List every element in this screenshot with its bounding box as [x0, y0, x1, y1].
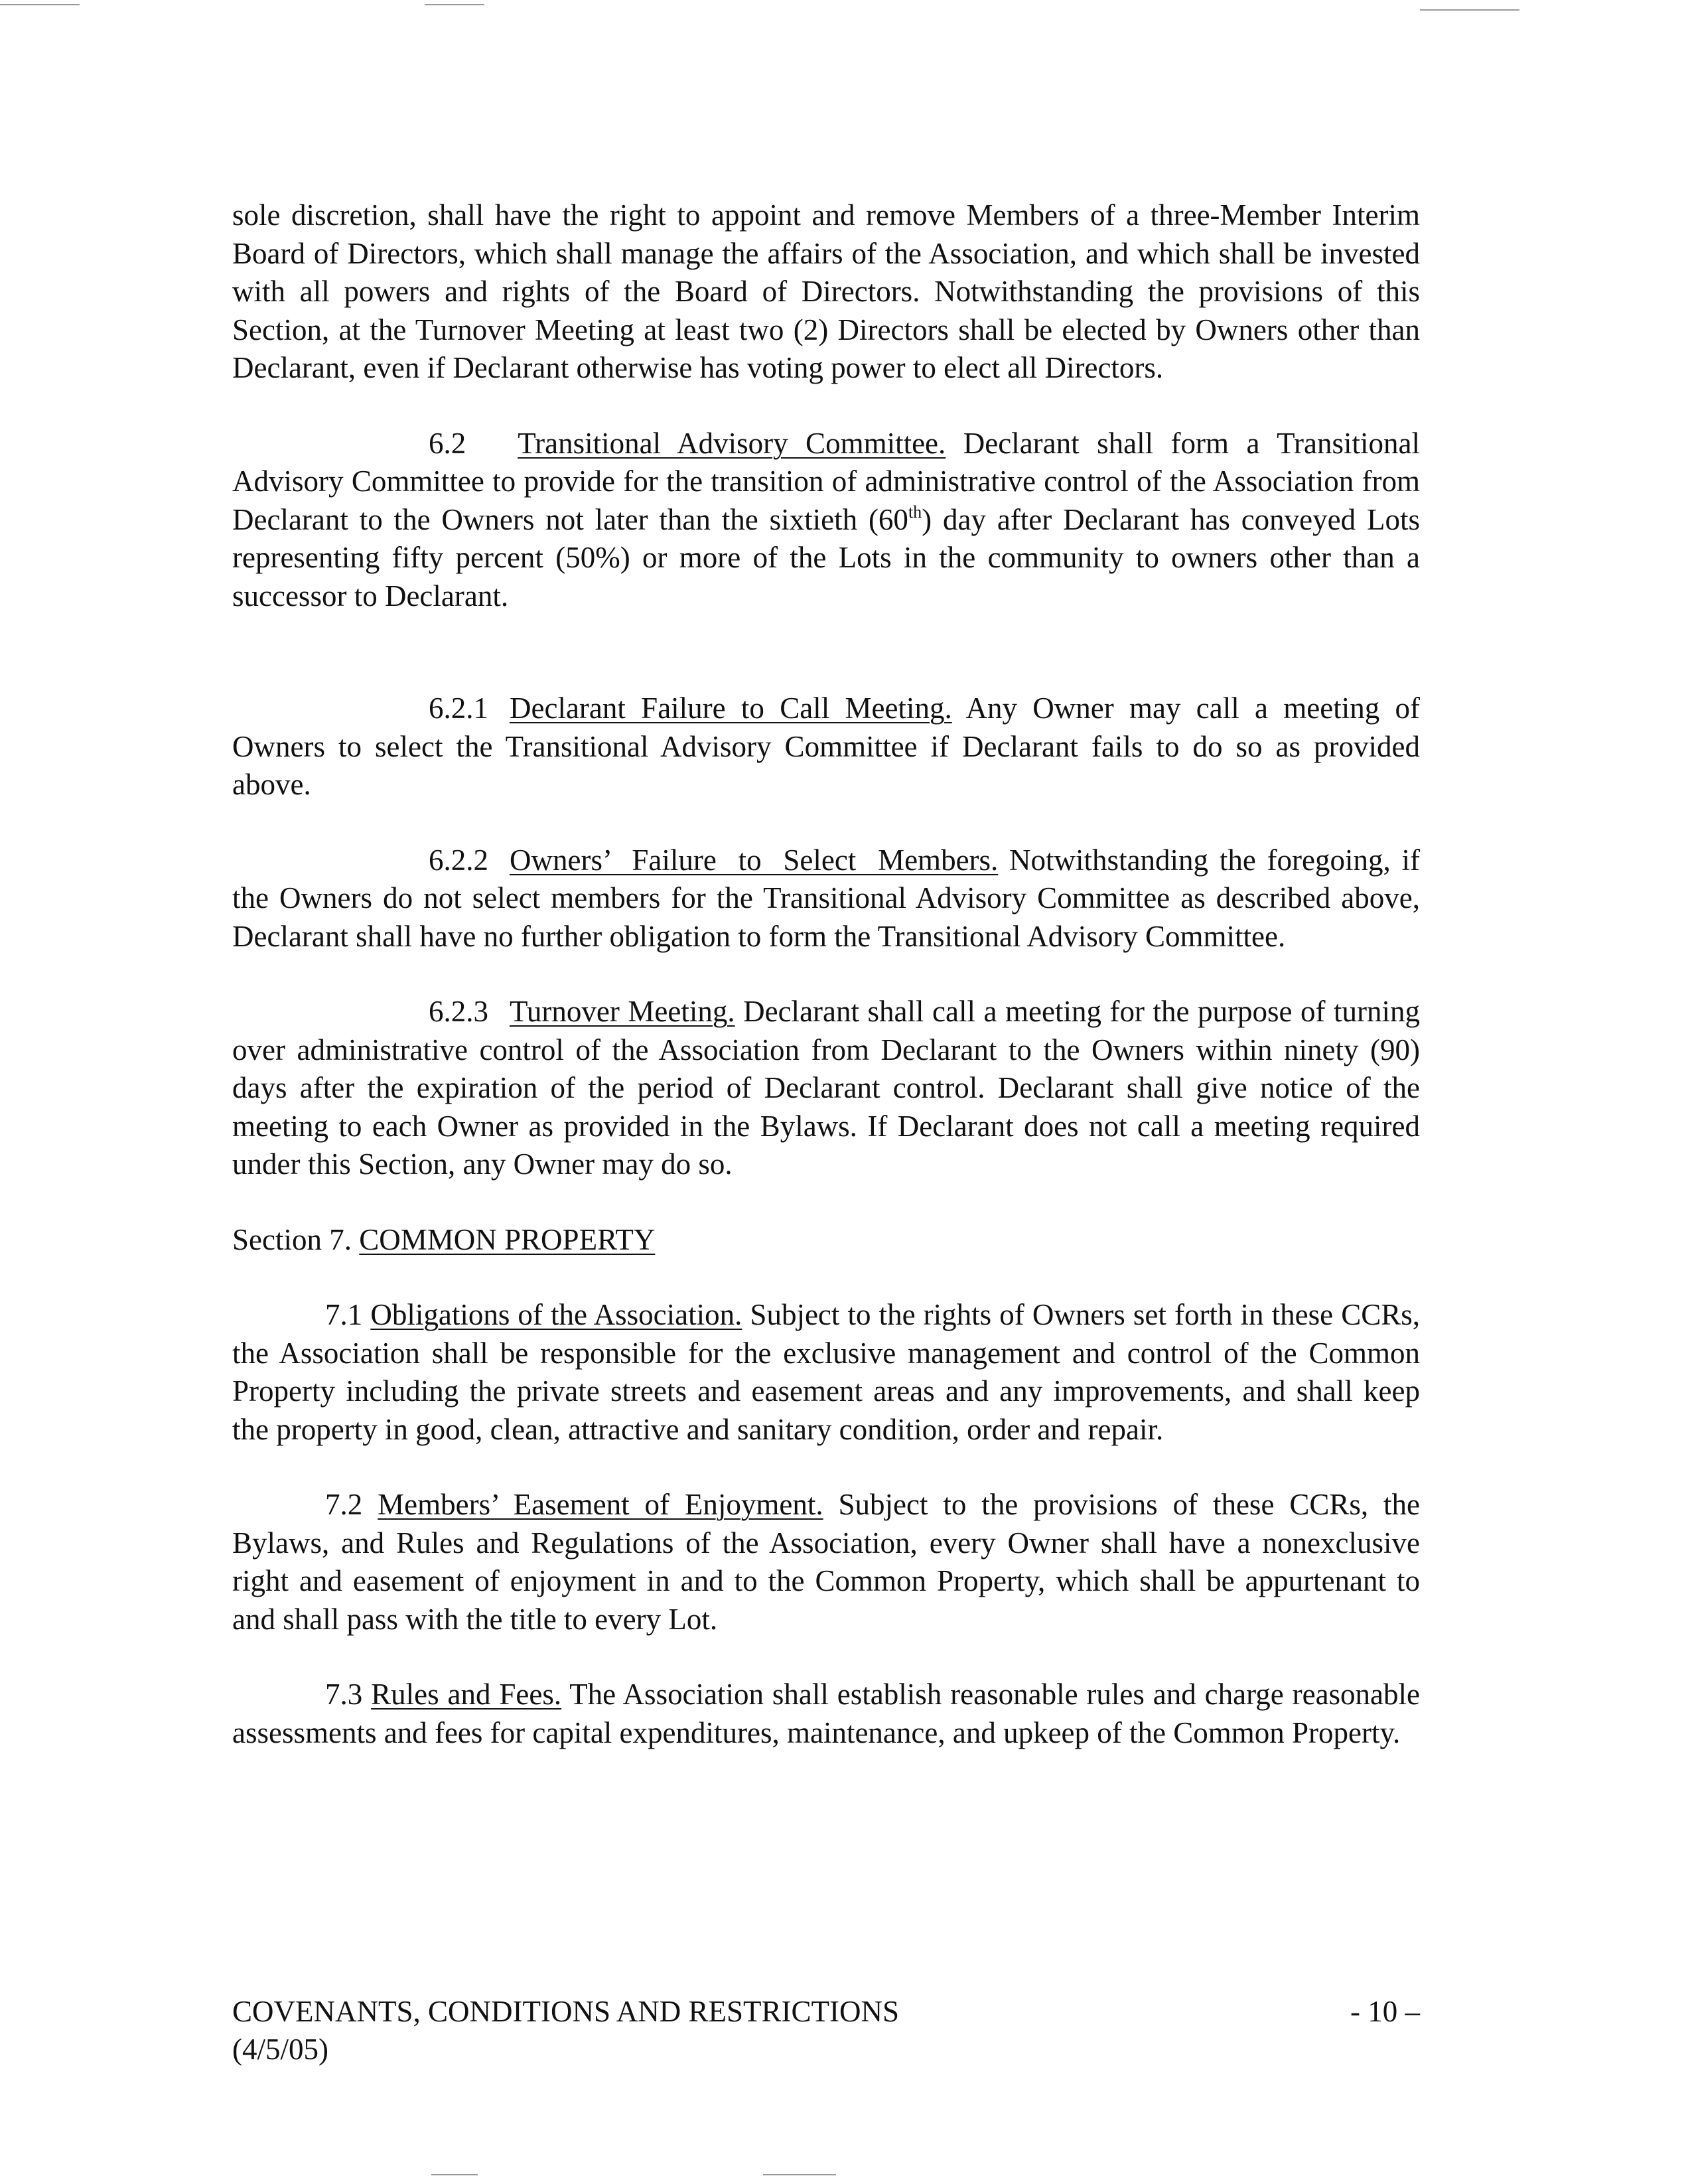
scan-artifact-top-left	[0, 4, 80, 5]
section-heading: Turnover Meeting.	[510, 995, 735, 1028]
section-6-2-2	[232, 841, 1420, 956]
section-6-2-1	[232, 690, 1420, 804]
section-heading: Owners’ Failure to Select Members.	[510, 843, 999, 877]
footer-date: (4/5/05)	[232, 2033, 328, 2066]
section-number: 7.1	[325, 1298, 363, 1331]
section-6-2-3	[232, 993, 1420, 1184]
section-body: Notwithstanding the foregoing, if the Owners do not select members for the Transitional Advisory Committee as described above, Declarant shall have no further obligation to form the Transitional Advisory Committee.	[232, 843, 1420, 953]
section-heading: Transitional Advisory Committee.	[518, 426, 946, 460]
section-body: The Association shall establish reasonable rules and charge reasonable assessments and fees for capital expenditures, maintenance, and upkeep of the Common Property.	[232, 1678, 1421, 1749]
scan-artifact-top-right	[1420, 9, 1519, 11]
section-7-heading	[232, 1221, 1420, 1260]
section-7-2	[232, 1486, 1420, 1638]
section-6-2	[232, 425, 1420, 616]
ordinal-superscript: th	[908, 502, 922, 522]
section-7-1	[232, 1296, 1420, 1449]
section-heading: Obligations of the Association.	[370, 1298, 742, 1331]
section-number: 6.2.2	[429, 843, 488, 877]
section-body: Subject to the provisions of these CCRs, the Bylaws, and Rules and Regulations of the Association, every Owner shall have a nonexclusive right and easement of enjoyment in and to the Common Property, which shall be appurtenant to and shall pass with the title to every Lot.	[232, 1488, 1421, 1636]
section-body: Declarant shall form a Transitional Advisory Committee to provide for the transition of administrative control of the Association from Declarant to the Owners not later than the sixtieth (60	[232, 426, 1420, 536]
section-number: 6.2	[429, 426, 466, 460]
document-body	[232, 196, 1420, 1752]
section-body: Any Owner may call a meeting of Owners to select the Transitional Advisory Committee if Declarant fails to do so as provided above.	[232, 692, 1420, 801]
section-number: 6.2.1	[429, 692, 488, 725]
section-number: 7.3	[325, 1678, 363, 1711]
scan-artifact-bottom	[431, 2174, 478, 2175]
section-number: 7.2	[325, 1488, 363, 1521]
footer-left	[232, 1993, 899, 2069]
section-number: 6.2.3	[429, 995, 488, 1028]
paragraph-intro: sole discretion, shall have the right to appoint and remove Members of a three-Member Interim Board of Directors, which shall manage the affairs of the Association, and which shall be invested with all powers and rights of the Board of Directors. Notwithstanding the provisions of this Section, at the Turnover Meeting at least two (2) Directors shall be elected by Owners other than Declarant, even if Declarant otherwise has voting power to elect all Directors.	[232, 198, 1420, 384]
scan-artifact-top	[425, 4, 484, 5]
section-heading: Rules and Fees.	[371, 1678, 562, 1711]
section-title: COMMON PROPERTY	[359, 1222, 656, 1256]
section-body: Subject to the rights of Owners set forth in these CCRs, the Association shall be responsible for the exclusive management and control of the Common Property including the private streets and easement areas and any improvements, and shall keep the property in good, clean, attractive and sanitary condition, order and repair.	[232, 1298, 1420, 1446]
section-heading: Declarant Failure to Call Meeting.	[510, 692, 952, 725]
section-heading: Members’ Easement of Enjoyment.	[378, 1488, 823, 1521]
section-body: Declarant shall call a meeting for the purpose of turning over administrative control of the Association from Declarant to the Owners within ninety (90) days after the expiration of the period of Declarant control. Declarant shall give notice of the meeting to each Owner as provided in the Bylaws. If Declarant does not call a meeting required under this Section, any Owner may do so.	[232, 995, 1420, 1181]
section-label: Section 7.	[232, 1222, 352, 1256]
section-body-cont: ) day after Declarant has conveyed Lots representing fifty percent (50%) or more of the Lots in the community to owners other than a successor to Declarant.	[232, 502, 1420, 613]
page-number: - 10 –	[1350, 1995, 1420, 2028]
scan-artifact-bottom-right	[763, 2174, 836, 2175]
footer-title: COVENANTS, CONDITIONS AND RESTRICTIONS	[232, 1995, 900, 2028]
section-7-3	[232, 1676, 1420, 1752]
